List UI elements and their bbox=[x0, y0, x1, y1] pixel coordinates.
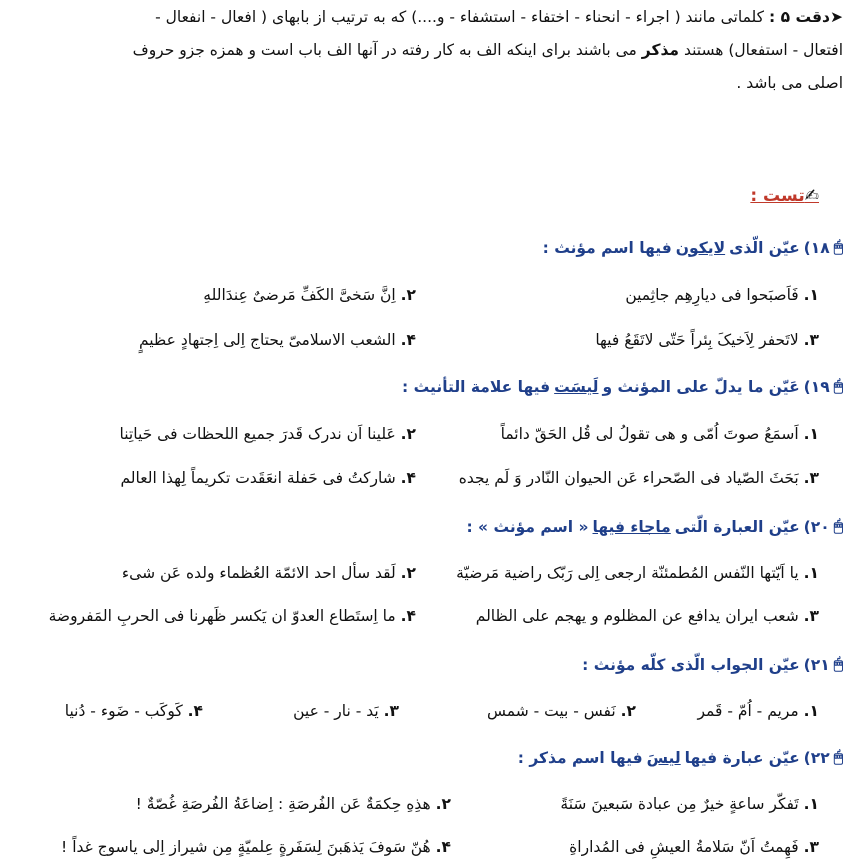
option-20-4[interactable]: ۴. ما اِستَطاع العدوّ ان یَکسر ظَهرنا فی الحربِ المَفروضة bbox=[48, 607, 416, 625]
note-bold-word: مذکر bbox=[641, 41, 680, 59]
option-20-2[interactable]: ۲. لَقد سأل احد الائمّة العُظماء ولده عَن شیء bbox=[121, 564, 416, 582]
test-heading: ✍تست : bbox=[750, 186, 819, 206]
pen-icon: ✍ bbox=[804, 186, 819, 206]
note-text-1: کلماتی مانند ( اجراء - انحناء - اختفاء - استشفاء - و....) که به ترتیب از بابهای ( افعال - انفعال - bbox=[155, 8, 765, 26]
question-20 bbox=[466, 517, 843, 536]
option-18-1[interactable]: ۱. فَاَصبَحوا فی دیارِهِم جاثِمین bbox=[625, 286, 819, 304]
note-line-3: اصلی می باشد . bbox=[736, 74, 843, 92]
question-19 bbox=[402, 377, 843, 396]
arrow-icon: ➤ bbox=[830, 8, 843, 26]
question-keyword: ماجاء فیها bbox=[592, 517, 671, 536]
option-18-4[interactable]: ۴. الشعب الاسلامیّ یحتاج اِلی اِجتهادٍ عظیمٍ bbox=[138, 331, 416, 349]
option-19-1[interactable]: ۱. اَسمَعُ صوتَ اُمّی و هی تقولُ لی قُل الحَقّ دائماً bbox=[500, 425, 819, 443]
option-21-1[interactable]: ۱. مریم - اُمّ - قَمر bbox=[697, 702, 819, 720]
question-text-end: فیها اسم مذکر : bbox=[517, 748, 643, 767]
mouse-icon: 🖱 bbox=[833, 377, 843, 395]
question-text: عَیّن ما یدلّ علی المؤنث و bbox=[602, 377, 800, 396]
option-20-3[interactable]: ۳. شعب ایران یدافع عن المظلوم و یهجم علی الظالم bbox=[475, 607, 819, 625]
note-paragraph bbox=[8, 1, 843, 100]
option-20-1[interactable]: ۱. یا اَیّتها النّفس المُطمئنّة ارجعی اِلی رَبّک راضیة مَرضیّة bbox=[456, 564, 819, 582]
option-21-3[interactable]: ۳. یَد - نار - عین bbox=[293, 702, 399, 720]
note-line-2 bbox=[133, 34, 843, 67]
option-22-1[interactable]: ۱. تَفکّر ساعةٍ خیرٌ مِن عبادة سَبعینَ سَنَةً bbox=[560, 795, 819, 813]
question-22 bbox=[518, 748, 843, 767]
option-18-2[interactable]: ۲. اِنَّ سَخیَّ الکَفِّ مَرضیٌ عِندَاللهِ bbox=[203, 286, 416, 304]
option-21-4[interactable]: ۴. کَوکَب - ضَوء - دُنیا bbox=[64, 702, 203, 720]
question-keyword: لَیسَت bbox=[554, 377, 599, 396]
question-text-end: « اسم مؤنث » : bbox=[466, 517, 589, 536]
mouse-icon: 🖱 bbox=[833, 655, 843, 673]
note-text-2a: افتعال - استفعال) هستند bbox=[683, 41, 843, 59]
option-19-2[interactable]: ۲. عَلینا اَن ندرک قَدرَ جمیع اللحظات فی حَیاتِنا bbox=[119, 425, 416, 443]
question-text-end: فیها علامة التأنیث : bbox=[402, 377, 551, 396]
mouse-icon: 🖱 bbox=[833, 748, 843, 766]
mouse-icon: 🖱 bbox=[833, 517, 843, 535]
note-label: دقت ۵ : bbox=[769, 8, 830, 26]
question-text-end: فیها اسم مؤنث : bbox=[542, 238, 672, 257]
question-number: ۱۸) bbox=[803, 238, 830, 257]
option-18-3[interactable]: ۳. لاتَحفر لِاَخیکَ بِئراً حَتّی لاتَقَعُ فیها bbox=[595, 331, 819, 349]
question-text: عیّن العبارة الّتی bbox=[674, 517, 800, 536]
option-19-4[interactable]: ۴. شارکتُ فی حَفلة انعَقَدت تکریماً لِهذا العالم bbox=[120, 469, 416, 487]
question-number: ۱۹) bbox=[803, 377, 830, 396]
question-keyword: لیسَ bbox=[646, 748, 681, 767]
option-22-2[interactable]: ۲. هذِهِ حِکمَةٌ عَن الفُرصَةِ : اِضاعَةُ الفُرصَةِ غُصّةٌ ! bbox=[135, 795, 451, 813]
option-22-3[interactable]: ۳. فَهِمتُ اَنّ سَلامةُ العیشِ فی المُداراةِ bbox=[569, 838, 819, 856]
question-number: ۲۰) bbox=[803, 517, 830, 536]
mouse-icon: 🖱 bbox=[833, 238, 843, 256]
note-line-1 bbox=[155, 1, 843, 34]
option-22-4[interactable]: ۴. هُنّ سَوفَ یَذهَبنَ لِسَفَرةٍ عِلمیّةٍ مِن شیراز اِلی یاسوج غداً ! bbox=[61, 838, 451, 856]
question-number: ۲۱) bbox=[803, 655, 830, 674]
question-21 bbox=[582, 655, 843, 674]
option-19-3[interactable]: ۳. بَحَثَ الصّیاد فی الصّحراء عَن الحیوان النّادر وَ لَم یجده bbox=[458, 469, 819, 487]
question-18 bbox=[543, 238, 843, 257]
question-keyword: لایکون bbox=[675, 238, 726, 257]
question-number: ۲۲) bbox=[803, 748, 830, 767]
question-text: عیّن الجواب الّذی کلّه مؤنث : bbox=[582, 655, 800, 674]
note-text-2b: می باشند برای اینکه الف به کار رفته در آنها الف باب است و همزه جزو حروف bbox=[132, 41, 637, 59]
question-text: عیّن الّذی bbox=[729, 238, 800, 257]
question-text: عیّن عبارة فیها bbox=[684, 748, 800, 767]
option-21-2[interactable]: ۲. نَفس - بیت - شمس bbox=[486, 702, 636, 720]
